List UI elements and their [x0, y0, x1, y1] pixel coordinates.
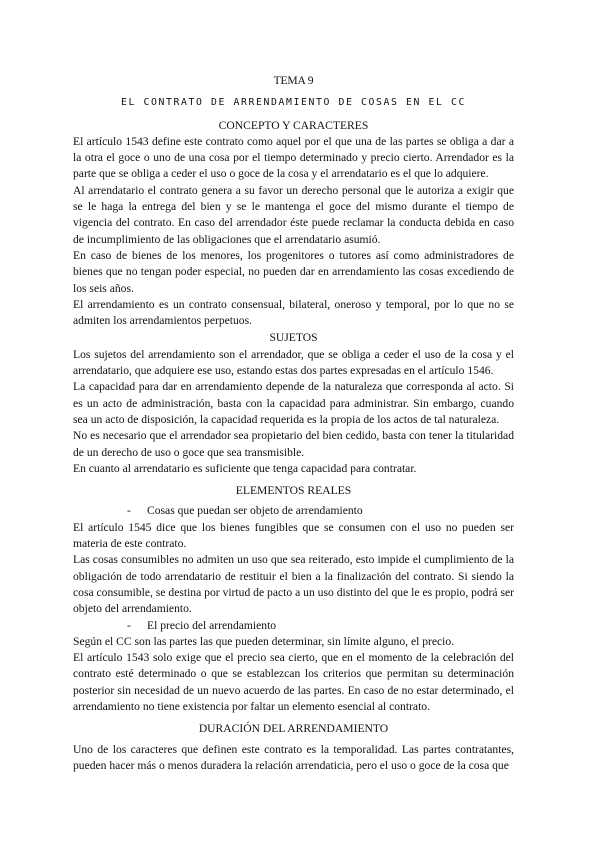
paragraph: Según el CC son las partes las que pueden determinar, sin límite alguno, el precio.	[73, 634, 455, 648]
section-heading-sujetos: SUJETOS	[269, 331, 318, 345]
paragraph: Uno de los caracteres que definen este contrato es la temporalidad. Las partes contratantes, pueden hacer más o menos duradera la relación arrendaticia, pero el uso o goce de la cosa que	[73, 742, 514, 772]
paragraph: En cuanto al arrendatario es suficiente que tenga capacidad para contratar.	[73, 461, 417, 475]
bullet-dash: -	[127, 618, 131, 632]
section-heading-duracion: DURACIÓN DEL ARRENDAMIENTO	[198, 722, 389, 736]
bullet-dash: -	[127, 504, 131, 518]
paragraph: El artículo 1545 dice que los bienes fungibles que se consumen con el uso no pueden ser materia de este contrato.	[73, 520, 514, 551]
section-heading-concepto: CONCEPTO Y CARACTERES	[218, 118, 369, 132]
tema-title: TEMA 9	[273, 74, 314, 87]
paragraph: El artículo 1543 solo exige que el precio sea cierto, que en el momento de la celebración del contrato esté determinado o que se establezcan los criterios que permitan su determinación posterior sin necesidad de un nuevo acuerdo de las partes. En caso de no estar determinado, el arrendamiento no tiene existencia por faltar un elemento esencial al contrato.	[73, 651, 514, 713]
paragraph: En caso de bienes de los menores, los progenitores o tutores así como administradores de bienes que no tengan poder especial, no pueden dar en arrendamiento las cosas excediendo de los seis años.	[73, 248, 514, 295]
bullet-label: Cosas que puedan ser objeto de arrendamiento	[147, 504, 363, 518]
bullet-label: El precio del arrendamiento	[147, 618, 277, 632]
paragraph: Al arrendatario el contrato genera a su favor un derecho personal que le autoriza a exigir que se le haga la entrega del bien y se le mantenga el goce del mismo durante el tiempo de vigencia del contrato. En caso del arrendador éste puede reclamar la conducta debida en caso de incumplimiento de las obligaciones que el arrendatario asumió.	[73, 183, 514, 246]
paragraph: Las cosas consumibles no admiten un uso que sea reiterado, esto impide el cumplimiento de la obligación de todo arrendatario de restituir el bien a la finalización del contrato. Si siendo la cosa consumible, se destina por virtud de pacto a un uso distinto del que le es propio, podrá ser objeto del arrendamiento.	[73, 553, 514, 616]
paragraph: No es necesario que el arrendador sea propietario del bien cedido, basta con tener la titularidad de un derecho de uso o goce que sea transmisible.	[73, 429, 514, 459]
paragraph: El arrendamiento es un contrato consensual, bilateral, oneroso y temporal, por lo que no se admiten los arrendamientos perpetuos.	[73, 297, 514, 328]
paragraph: Los sujetos del arrendamiento son el arrendador, que se obliga a ceder el uso de la cosa y el arrendatario, que adquiere ese uso, estando estas dos partes expresadas en el artículo 1546.	[73, 347, 514, 378]
document-subtitle: EL CONTRATO DE ARRENDAMIENTO DE COSAS EN EL CC	[121, 97, 466, 109]
bullet-item-precio	[73, 618, 514, 634]
bullet-item-cosas	[73, 503, 514, 519]
paragraph: El artículo 1543 define este contrato como aquel por el que una de las partes se obliga a dar a la otra el goce o uno de una cosa por el tiempo determinado y precio cierto. Arrendador es la parte que se obliga a ceder el uso o goce de la cosa y el arrendatario es el que lo adquiere.	[73, 134, 514, 181]
section-heading-elementos: ELEMENTOS REALES	[235, 484, 352, 498]
paragraph: La capacidad para dar en arrendamiento depende de la naturaleza que corresponda al acto. Si es un acto de administración, basta con la capacidad para administrar. Sin embargo, cuando sea un acto de disposición, la capacidad requerida es la propia de los actos de tal naturaleza.	[73, 380, 514, 426]
